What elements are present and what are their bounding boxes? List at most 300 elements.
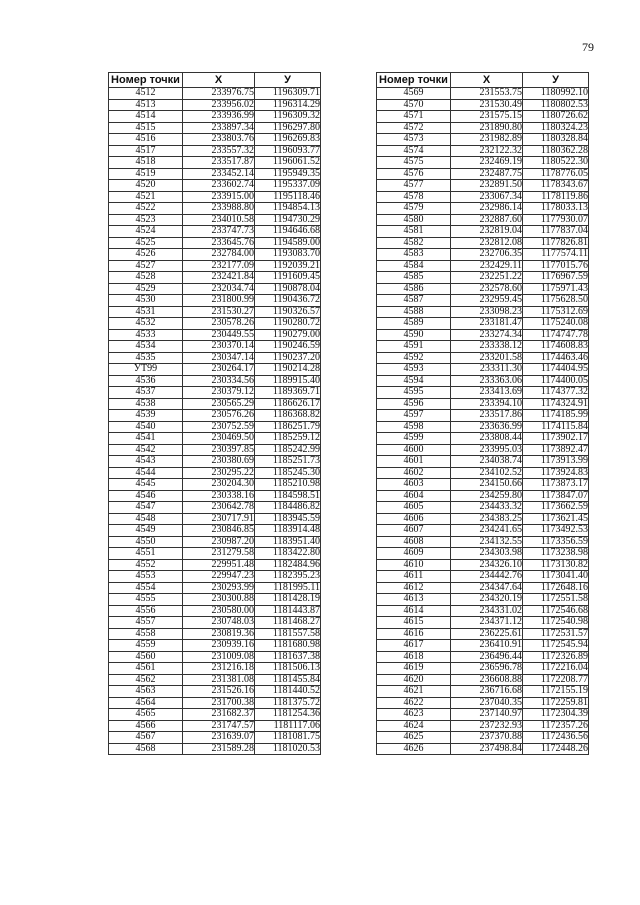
- cell-x: 230293.99: [183, 582, 255, 594]
- cell-y: 1185245.30: [255, 467, 321, 479]
- cell-y: 1178776.05: [523, 168, 589, 180]
- table-row: [109, 214, 321, 226]
- table-row: [109, 594, 321, 606]
- cell-x: 231553.75: [451, 88, 523, 100]
- cell-point-number: 4523: [109, 214, 183, 226]
- cell-point-number: 4611: [377, 571, 451, 583]
- table-row: [377, 341, 589, 353]
- cell-point-number: 4606: [377, 513, 451, 525]
- cell-point-number: 4626: [377, 743, 451, 755]
- cell-y: 1177015.76: [523, 260, 589, 272]
- cell-y: 1185242.99: [255, 444, 321, 456]
- cell-point-number: 4513: [109, 99, 183, 111]
- cell-x: 230300.88: [183, 594, 255, 606]
- cell-x: 236596.78: [451, 663, 523, 675]
- table-row: [109, 605, 321, 617]
- cell-y: 1177826.81: [523, 237, 589, 249]
- cell-point-number: 4545: [109, 479, 183, 491]
- cell-point-number: 4595: [377, 387, 451, 399]
- table-row: [109, 329, 321, 341]
- cell-point-number: 4541: [109, 433, 183, 445]
- cell-point-number: 4596: [377, 398, 451, 410]
- table-row: [377, 157, 589, 169]
- table-row: [109, 88, 321, 100]
- cell-y: 1180328.84: [523, 134, 589, 146]
- cell-y: 1173892.47: [523, 444, 589, 456]
- cell-y: 1181637.38: [255, 651, 321, 663]
- cell-x: 236496.44: [451, 651, 523, 663]
- table-row: [377, 743, 589, 755]
- table-row: [377, 709, 589, 721]
- cell-x: 230576.26: [183, 410, 255, 422]
- cell-x: 234303.98: [451, 548, 523, 560]
- cell-point-number: 4612: [377, 582, 451, 594]
- cell-point-number: 4534: [109, 341, 183, 353]
- cell-x: 231639.07: [183, 732, 255, 744]
- cell-point-number: 4592: [377, 352, 451, 364]
- cell-y: 1184486.82: [255, 502, 321, 514]
- table-body-left: [109, 88, 321, 755]
- cell-point-number: 4614: [377, 605, 451, 617]
- cell-point-number: 4546: [109, 490, 183, 502]
- cell-x: 233988.80: [183, 203, 255, 215]
- table-row: [377, 203, 589, 215]
- cell-y: 1181020.53: [255, 743, 321, 755]
- table-row: [377, 329, 589, 341]
- cell-point-number: 4518: [109, 157, 183, 169]
- page-number: 79: [582, 40, 594, 54]
- cell-x: 232986.14: [451, 203, 523, 215]
- cell-x: 230338.16: [183, 490, 255, 502]
- table-row: [109, 122, 321, 134]
- cell-point-number: 4570: [377, 99, 451, 111]
- cell-y: 1177837.04: [523, 226, 589, 238]
- cell-y: 1174115.84: [523, 421, 589, 433]
- cell-x: 234132.55: [451, 536, 523, 548]
- cell-point-number: 4607: [377, 525, 451, 537]
- cell-point-number: 4563: [109, 686, 183, 698]
- cell-x: 232706.35: [451, 249, 523, 261]
- cell-y: 1174747.78: [523, 329, 589, 341]
- cell-y: 1172540.98: [523, 617, 589, 629]
- cell-x: 232578.60: [451, 283, 523, 295]
- cell-x: 232122.32: [451, 145, 523, 157]
- cell-y: 1185210.98: [255, 479, 321, 491]
- cell-x: 234038.74: [451, 456, 523, 468]
- cell-x: 230295.22: [183, 467, 255, 479]
- table-row: [377, 628, 589, 640]
- table-row: [377, 410, 589, 422]
- table-row: [109, 180, 321, 192]
- coordinates-table-left: [108, 72, 321, 755]
- table-row: [377, 594, 589, 606]
- table-row: [109, 203, 321, 215]
- table-header-row: [109, 73, 321, 88]
- cell-x: 230846.85: [183, 525, 255, 537]
- cell-y: 1173621.45: [523, 513, 589, 525]
- cell-x: 230334.56: [183, 375, 255, 387]
- cell-x: 233803.76: [183, 134, 255, 146]
- cell-y: 1190280.72: [255, 318, 321, 330]
- cell-y: 1181117.06: [255, 720, 321, 732]
- cell-point-number: 4598: [377, 421, 451, 433]
- table-row: [109, 628, 321, 640]
- table-row: [109, 249, 321, 261]
- cell-x: 231575.15: [451, 111, 523, 123]
- cell-point-number: 4579: [377, 203, 451, 215]
- cell-x: 230380.69: [183, 456, 255, 468]
- cell-point-number: 4600: [377, 444, 451, 456]
- cell-x: 231800.99: [183, 295, 255, 307]
- cell-point-number: 4593: [377, 364, 451, 376]
- table-row: [109, 260, 321, 272]
- cell-y: 1196297.80: [255, 122, 321, 134]
- cell-point-number: 4619: [377, 663, 451, 675]
- cell-y: 1173913.99: [523, 456, 589, 468]
- cell-point-number: 4572: [377, 122, 451, 134]
- cell-x: 230717.91: [183, 513, 255, 525]
- cell-x: 230204.30: [183, 479, 255, 491]
- cell-x: 230642.78: [183, 502, 255, 514]
- cell-point-number: 4514: [109, 111, 183, 123]
- cell-x: 231982.89: [451, 134, 523, 146]
- cell-y: 1180522.30: [523, 157, 589, 169]
- table-row: [377, 111, 589, 123]
- cell-x: 233936.99: [183, 111, 255, 123]
- table-row: [377, 214, 589, 226]
- cell-x: 231700.38: [183, 697, 255, 709]
- cell-point-number: 4578: [377, 191, 451, 203]
- table-row: [377, 490, 589, 502]
- table-row: [377, 295, 589, 307]
- cell-y: 1172259.81: [523, 697, 589, 709]
- header-y: У: [523, 73, 589, 88]
- cell-x: 230752.59: [183, 421, 255, 433]
- cell-y: 1172551.58: [523, 594, 589, 606]
- cell-y: 1194646.68: [255, 226, 321, 238]
- cell-point-number: 4618: [377, 651, 451, 663]
- table-row: [377, 283, 589, 295]
- cell-point-number: 4549: [109, 525, 183, 537]
- table-row: [109, 306, 321, 318]
- table-row: [109, 582, 321, 594]
- cell-x: 233413.69: [451, 387, 523, 399]
- cell-point-number: 4625: [377, 732, 451, 744]
- cell-x: 233747.73: [183, 226, 255, 238]
- cell-x: 237370.88: [451, 732, 523, 744]
- cell-y: 1196314.29: [255, 99, 321, 111]
- cell-y: 1177574.11: [523, 249, 589, 261]
- cell-y: 1185259.12: [255, 433, 321, 445]
- cell-point-number: 4589: [377, 318, 451, 330]
- cell-point-number: 4543: [109, 456, 183, 468]
- cell-point-number: 4540: [109, 421, 183, 433]
- cell-x: 232891.50: [451, 180, 523, 192]
- table-row: [109, 444, 321, 456]
- table-row: [109, 720, 321, 732]
- cell-x: 231530.49: [451, 99, 523, 111]
- cell-point-number: 4604: [377, 490, 451, 502]
- table-row: [109, 490, 321, 502]
- cell-point-number: 4615: [377, 617, 451, 629]
- cell-x: 233645.76: [183, 237, 255, 249]
- cell-x: 233201.58: [451, 352, 523, 364]
- cell-y: 1181081.75: [255, 732, 321, 744]
- header-x: Х: [451, 73, 523, 88]
- cell-point-number: 4571: [377, 111, 451, 123]
- cell-point-number: 4609: [377, 548, 451, 560]
- cell-x: 232469.19: [451, 157, 523, 169]
- cell-x: 230379.12: [183, 387, 255, 399]
- table-row: [377, 88, 589, 100]
- cell-point-number: 4561: [109, 663, 183, 675]
- cell-y: 1190214.28: [255, 364, 321, 376]
- cell-y: 1190326.57: [255, 306, 321, 318]
- cell-point-number: 4621: [377, 686, 451, 698]
- cell-point-number: 4602: [377, 467, 451, 479]
- table-row: [109, 272, 321, 284]
- cell-y: 1194730.29: [255, 214, 321, 226]
- cell-x: 233956.02: [183, 99, 255, 111]
- cell-point-number: 4552: [109, 559, 183, 571]
- table-row: [109, 387, 321, 399]
- header-point-number: Номер точки: [109, 73, 183, 88]
- table-row: [377, 479, 589, 491]
- table-row: [109, 168, 321, 180]
- table-row: [377, 686, 589, 698]
- table-row: [377, 444, 589, 456]
- cell-y: 1181375.72: [255, 697, 321, 709]
- table-row: [109, 525, 321, 537]
- cell-y: 1174377.32: [523, 387, 589, 399]
- table-row: [377, 433, 589, 445]
- table-row: [377, 548, 589, 560]
- cell-y: 1181440.52: [255, 686, 321, 698]
- cell-point-number: 4624: [377, 720, 451, 732]
- table-row: [377, 720, 589, 732]
- cell-point-number: 4567: [109, 732, 183, 744]
- cell-y: 1178343.67: [523, 180, 589, 192]
- cell-x: 237040.35: [451, 697, 523, 709]
- cell-point-number: 4613: [377, 594, 451, 606]
- cell-x: 231381.08: [183, 674, 255, 686]
- cell-point-number: 4526: [109, 249, 183, 261]
- cell-y: 1173902.17: [523, 433, 589, 445]
- cell-x: 232812.08: [451, 237, 523, 249]
- cell-y: 1190878.04: [255, 283, 321, 295]
- cell-y: 1181557.58: [255, 628, 321, 640]
- table-row: [109, 467, 321, 479]
- table-row: [377, 525, 589, 537]
- cell-y: 1184598.51: [255, 490, 321, 502]
- cell-x: 236410.91: [451, 640, 523, 652]
- cell-y: 1189369.71: [255, 387, 321, 399]
- table-row: [377, 387, 589, 399]
- table-row: [377, 513, 589, 525]
- header-y: У: [255, 73, 321, 88]
- cell-x: 233452.14: [183, 168, 255, 180]
- cell-x: 237232.93: [451, 720, 523, 732]
- cell-y: 1174404.95: [523, 364, 589, 376]
- cell-x: 233517.86: [451, 410, 523, 422]
- cell-y: 1183422.80: [255, 548, 321, 560]
- cell-x: 233338.12: [451, 341, 523, 353]
- table-row: [109, 145, 321, 157]
- cell-x: 233602.74: [183, 180, 255, 192]
- table-row: [377, 663, 589, 675]
- table-row: [377, 559, 589, 571]
- cell-point-number: 4532: [109, 318, 183, 330]
- table-row: [109, 513, 321, 525]
- cell-y: 1180802.53: [523, 99, 589, 111]
- cell-y: 1196309.71: [255, 88, 321, 100]
- cell-x: 231890.80: [451, 122, 523, 134]
- cell-point-number: 4555: [109, 594, 183, 606]
- cell-point-number: 4547: [109, 502, 183, 514]
- cell-point-number: 4560: [109, 651, 183, 663]
- cell-x: 232251.22: [451, 272, 523, 284]
- cell-point-number: 4622: [377, 697, 451, 709]
- cell-point-number: 4536: [109, 375, 183, 387]
- cell-x: 230397.85: [183, 444, 255, 456]
- cell-point-number: 4537: [109, 387, 183, 399]
- cell-x: 230580.00: [183, 605, 255, 617]
- cell-y: 1195949.35: [255, 168, 321, 180]
- cell-point-number: 4516: [109, 134, 183, 146]
- cell-y: 1173873.17: [523, 479, 589, 491]
- table-row: [109, 410, 321, 422]
- cell-point-number: 4531: [109, 306, 183, 318]
- table-row: [377, 456, 589, 468]
- cell-y: 1173130.82: [523, 559, 589, 571]
- table-body-right: [377, 88, 589, 755]
- cell-point-number: 4616: [377, 628, 451, 640]
- cell-y: 1172155.19: [523, 686, 589, 698]
- cell-point-number: 4601: [377, 456, 451, 468]
- cell-x: 234010.58: [183, 214, 255, 226]
- cell-x: 232887.60: [451, 214, 523, 226]
- table-row: [109, 559, 321, 571]
- cell-point-number: 4528: [109, 272, 183, 284]
- cell-y: 1172208.77: [523, 674, 589, 686]
- coordinates-table-right: [376, 72, 589, 755]
- table-row: [377, 605, 589, 617]
- cell-x: 230819.36: [183, 628, 255, 640]
- cell-point-number: 4568: [109, 743, 183, 755]
- table-row: [109, 398, 321, 410]
- cell-x: 233098.23: [451, 306, 523, 318]
- cell-y: 1174608.83: [523, 341, 589, 353]
- cell-point-number: 4608: [377, 536, 451, 548]
- cell-point-number: 4564: [109, 697, 183, 709]
- cell-y: 1180992.10: [523, 88, 589, 100]
- table-row: [109, 674, 321, 686]
- cell-x: 234259.80: [451, 490, 523, 502]
- table-row: [109, 686, 321, 698]
- cell-x: 234371.12: [451, 617, 523, 629]
- cell-point-number: 4530: [109, 295, 183, 307]
- cell-point-number: 4556: [109, 605, 183, 617]
- cell-point-number: 4582: [377, 237, 451, 249]
- cell-x: 233976.75: [183, 88, 255, 100]
- cell-point-number: 4588: [377, 306, 451, 318]
- cell-point-number: 4517: [109, 145, 183, 157]
- cell-x: 231216.18: [183, 663, 255, 675]
- cell-y: 1196309.32: [255, 111, 321, 123]
- cell-point-number: 4559: [109, 640, 183, 652]
- cell-y: 1190436.72: [255, 295, 321, 307]
- cell-y: 1180324.23: [523, 122, 589, 134]
- cell-point-number: 4575: [377, 157, 451, 169]
- cell-x: 234326.10: [451, 559, 523, 571]
- table-row: [377, 582, 589, 594]
- cell-y: 1172545.94: [523, 640, 589, 652]
- cell-y: 1176967.59: [523, 272, 589, 284]
- cell-x: 233311.30: [451, 364, 523, 376]
- table-row: [377, 398, 589, 410]
- cell-point-number: 4533: [109, 329, 183, 341]
- cell-y: 1189915.40: [255, 375, 321, 387]
- cell-point-number: 4587: [377, 295, 451, 307]
- cell-y: 1192039.21: [255, 260, 321, 272]
- cell-y: 1178033.13: [523, 203, 589, 215]
- cell-y: 1196061.52: [255, 157, 321, 169]
- cell-x: 233557.32: [183, 145, 255, 157]
- table-row: [109, 226, 321, 238]
- cell-y: 1186251.79: [255, 421, 321, 433]
- cell-y: 1181680.98: [255, 640, 321, 652]
- table-row: [109, 421, 321, 433]
- cell-x: 234383.25: [451, 513, 523, 525]
- cell-point-number: 4603: [377, 479, 451, 491]
- table-row: [109, 479, 321, 491]
- cell-point-number: 4554: [109, 582, 183, 594]
- cell-x: 234320.19: [451, 594, 523, 606]
- cell-point-number: 4515: [109, 122, 183, 134]
- cell-y: 1181995.11: [255, 582, 321, 594]
- table-row: [377, 674, 589, 686]
- cell-point-number: 4527: [109, 260, 183, 272]
- cell-x: 232819.04: [451, 226, 523, 238]
- cell-x: 230370.14: [183, 341, 255, 353]
- cell-x: 233274.34: [451, 329, 523, 341]
- cell-y: 1186626.17: [255, 398, 321, 410]
- cell-y: 1173847.07: [523, 490, 589, 502]
- table-row: [109, 237, 321, 249]
- cell-x: 232421.84: [183, 272, 255, 284]
- table-row: [377, 467, 589, 479]
- table-row: [377, 237, 589, 249]
- cell-point-number: 4539: [109, 410, 183, 422]
- cell-x: 233995.03: [451, 444, 523, 456]
- cell-x: 233897.34: [183, 122, 255, 134]
- cell-x: 230578.26: [183, 318, 255, 330]
- cell-y: 1173924.83: [523, 467, 589, 479]
- table-row: [109, 502, 321, 514]
- cell-y: 1174324.91: [523, 398, 589, 410]
- cell-x: 230565.29: [183, 398, 255, 410]
- table-row: [377, 260, 589, 272]
- cell-point-number: 4623: [377, 709, 451, 721]
- cell-x: 233517.87: [183, 157, 255, 169]
- cell-x: 236608.88: [451, 674, 523, 686]
- cell-point-number: 4566: [109, 720, 183, 732]
- cell-y: 1193083.70: [255, 249, 321, 261]
- table-row: [109, 663, 321, 675]
- table-row: [377, 180, 589, 192]
- cell-x: 233808.44: [451, 433, 523, 445]
- cell-point-number: 4512: [109, 88, 183, 100]
